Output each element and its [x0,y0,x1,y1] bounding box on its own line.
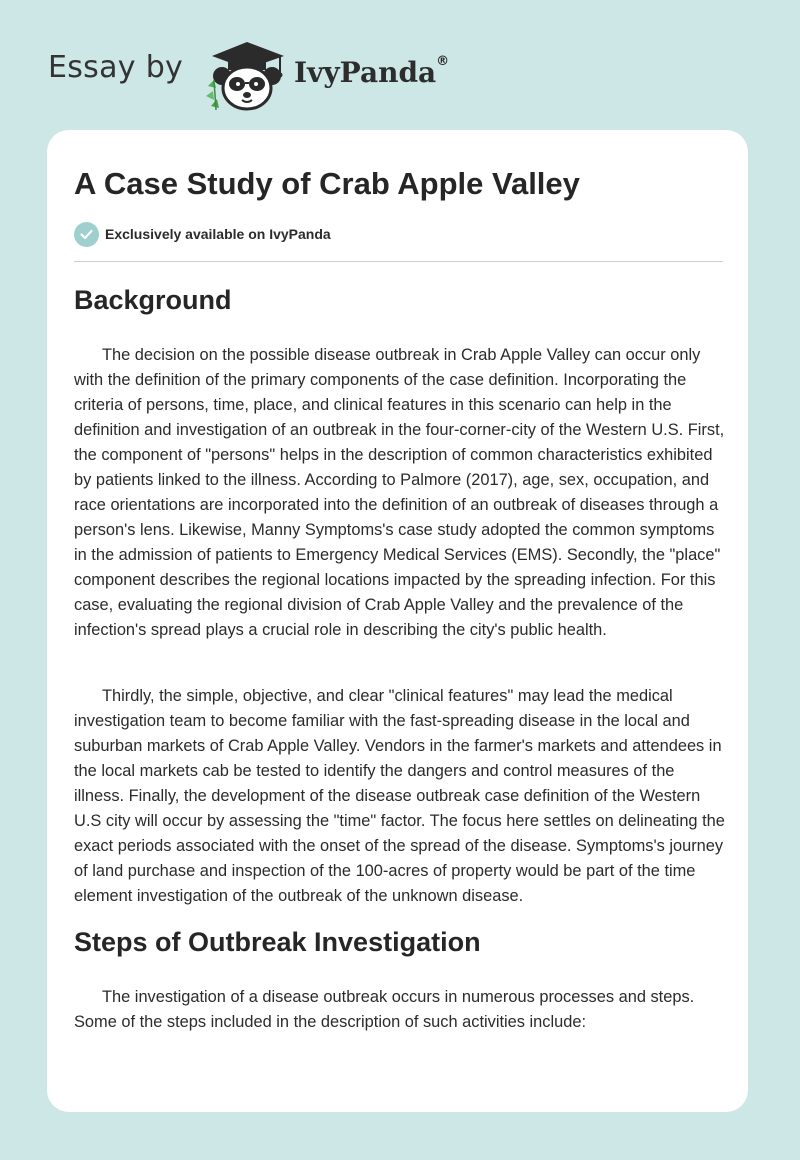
section-heading-background: Background [74,285,232,315]
page-title: A Case Study of Crab Apple Valley [74,166,580,201]
site-header [48,32,548,112]
checkmark-icon [74,222,99,247]
panda-graduate-logo-icon[interactable] [202,36,288,112]
registered-mark: ® [436,54,450,69]
divider [74,261,723,262]
brand-name[interactable]: IvyPanda® [294,54,450,89]
exclusive-badge-label: Exclusively available on IvyPanda [105,226,331,242]
paragraph: The decision on the possible disease outbreak in Crab Apple Valley can occur only with the definition of the primary components of the case definition. Incorporating the criteria of persons, time, place, and clinical features in this scenario can help in the definition and investigation of an outbreak in the four-corner-city of the Western U.S. First, the component of "persons" helps in the description of common characteristics exhibited by patients linked to the illness. According to Palmore (2017), age, sex, occupation, and race orientations are incorporated into the definition of an outbreak of diseases through a person's lens. Likewise, Manny Symptoms's case study adopted the common symptoms in the admission of patients to Emergency Medical Services (EMS). Secondly, the "place" component describes the regional locations impacted by the spreading infection. For this case, evaluating the regional division of Crab Apple Valley and the prevalence of the infection's spread plays a crucial role in describing the city's public health. [74,346,725,639]
exclusive-badge [74,221,331,247]
section-heading-steps: Steps of Outbreak Investigation [74,927,481,957]
essay-by-label: Essay by [48,50,184,85]
paragraph: Thirdly, the simple, objective, and clear "clinical features" may lead the medical investigation team to become familiar with the fast-spreading disease in the local and suburban markets of Crab Apple Valley. Vendors in the farmer's markets and attendees in the local markets cab be tested to identify the dangers and control measures of the illness. Finally, the development of the disease outbreak case definition of the Western U.S city will occur by assessing the "time" factor. The focus here settles on delineating the exact periods associated with the onset of the spread of the disease. Symptoms's journey of land purchase and inspection of the 100-acres of property would be part of the time element investigation of the outbreak of the unknown disease. [74,687,725,905]
paragraph: The investigation of a disease outbreak occurs in numerous processes and steps. Some of the steps included in the description of such activities include: [74,988,695,1031]
essay-card [47,130,748,1112]
